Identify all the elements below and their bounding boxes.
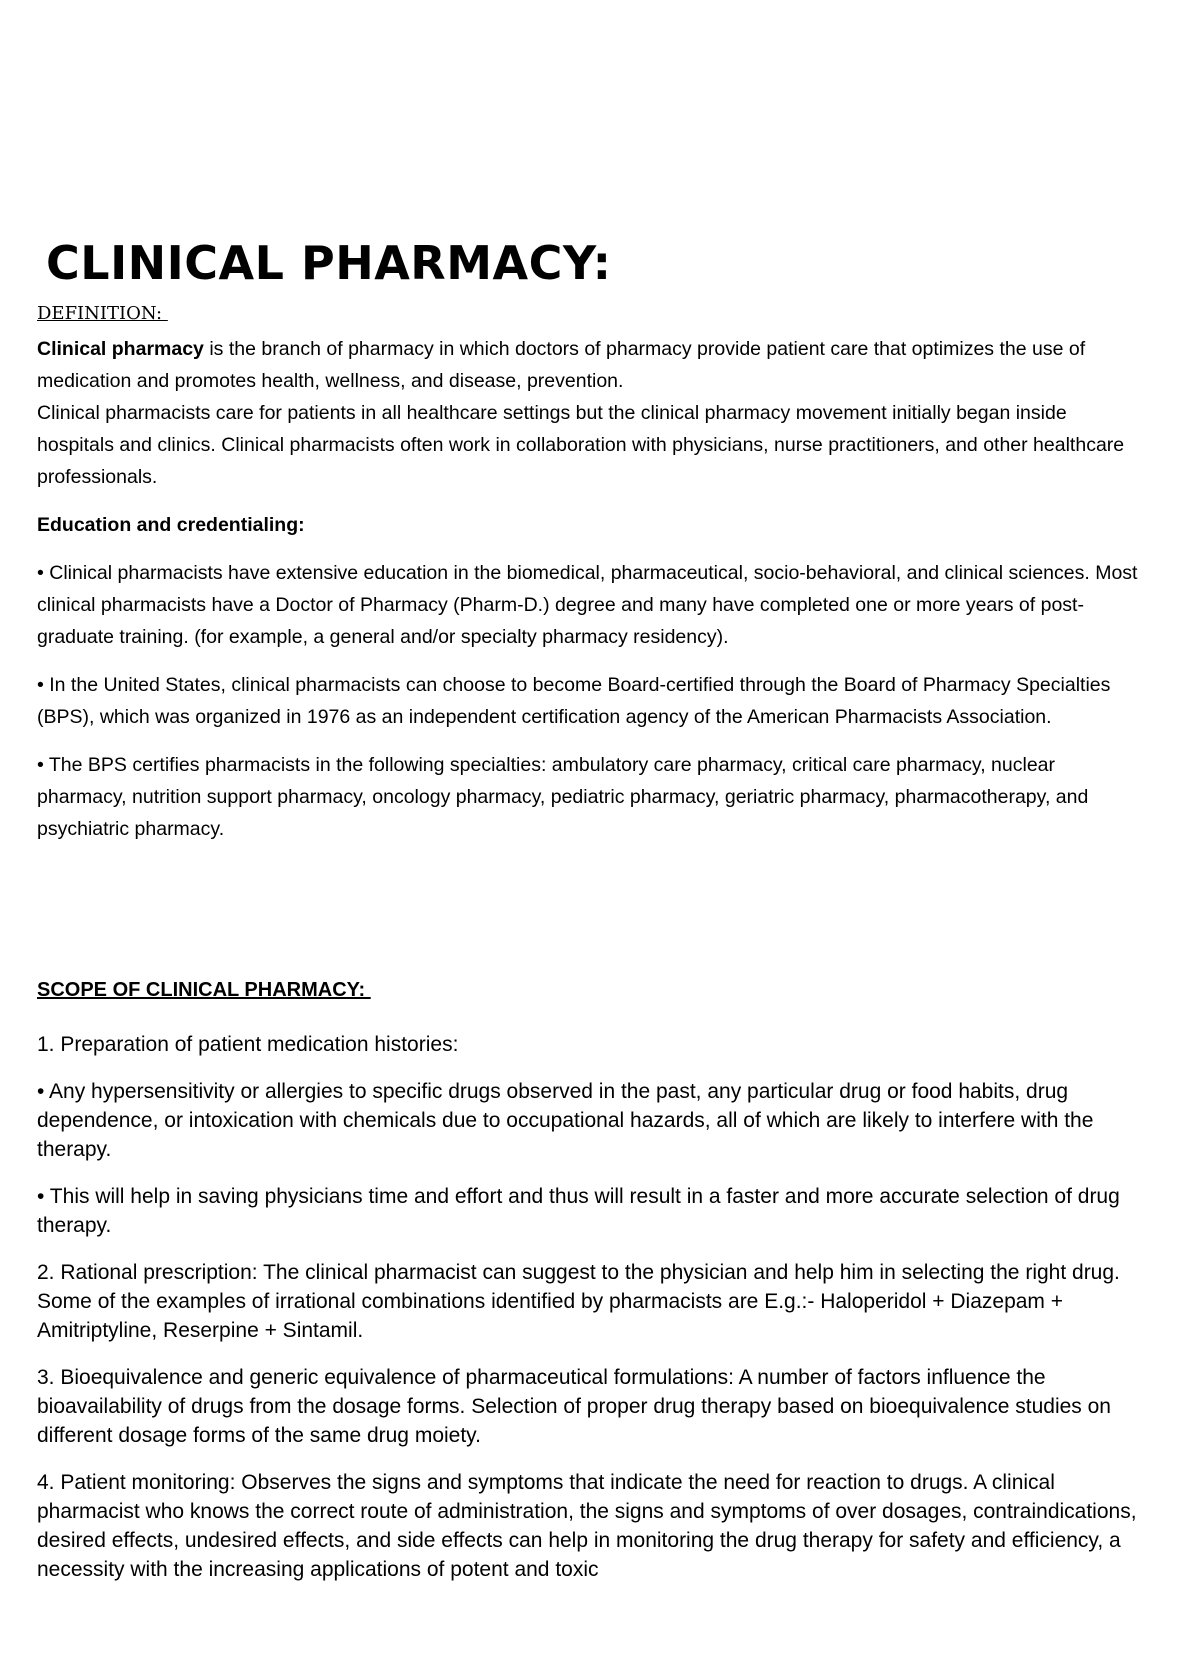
definition-term: Clinical pharmacy	[37, 338, 204, 360]
education-heading: Education and credentialing:	[37, 514, 305, 536]
settings-paragraph: Clinical pharmacists care for patients in all healthcare settings but the clinical pharmacy movement initially began inside hospitals and clinics. Clinical pharmacists often work in collaboration with physicians, nurse practitioners, and other healthcare professionals.	[37, 402, 1125, 488]
scope-item-4: 4. Patient monitoring: Observes the signs and symptoms that indicate the need for reaction to drugs. A clinical pharmacist who knows the correct route of administration, the signs and symptoms of over dosages, contraindications, desired effects, undesired effects, and side effects can help in monitoring the drug therapy for safety and efficiency, a necessity with the increasing applications of potent and toxic	[37, 1471, 1137, 1581]
definition-section	[37, 333, 1147, 861]
scope-bullet-2: • This will help in saving physicians time and effort and thus will result in a faster and more accurate selection of drug therapy.	[37, 1185, 1120, 1237]
education-bullet-1: • Clinical pharmacists have extensive education in the biomedical, pharmaceutical, socio-behavioral, and clinical sciences. Most clinical pharmacists have a Doctor of Pharmacy (Pharm-D.) degree and many have completed one or more years of post-graduate training. (for example, a general and/or specialty pharmacy residency).	[37, 562, 1138, 648]
scope-bullet-1: • Any hypersensitivity or allergies to specific drugs observed in the past, any particular drug or food habits, drug dependence, or intoxication with chemicals due to occupational hazards, all of which are likely to interfere with the therapy.	[37, 1080, 1094, 1161]
scope-heading: SCOPE OF CLINICAL PHARMACY:	[37, 979, 371, 1001]
scope-item-3: 3. Bioequivalence and generic equivalence of pharmaceutical formulations: A number of factors influence the bioavailability of drugs from the dosage forms. Selection of proper drug therapy based on bioequivalence studies on different dosage forms of the same drug moiety.	[37, 1366, 1111, 1447]
page-title: CLINICAL PHARMACY:	[46, 236, 612, 290]
definition-paragraph	[37, 333, 1147, 397]
definition-text: is the branch of pharmacy in which doctors of pharmacy provide patient care that optimizes the use of medication and promotes health, wellness, and disease, prevention.	[37, 338, 1086, 392]
scope-item-2: 2. Rational prescription: The clinical pharmacist can suggest to the physician and help him in selecting the right drug. Some of the examples of irrational combinations identified by pharmacists are E.g.:- Haloperidol + Diazepam + Amitriptyline, Reserpine + Sintamil.	[37, 1261, 1120, 1342]
education-bullet-2: • In the United States, clinical pharmacists can choose to become Board-certified through the Board of Pharmacy Specialties (BPS), which was organized in 1976 as an independent certification agency of the American Pharmacists Association.	[37, 674, 1111, 728]
definition-heading: DEFINITION:	[37, 303, 168, 324]
education-bullet-3: • The BPS certifies pharmacists in the following specialties: ambulatory care pharmacy, critical care pharmacy, nuclear pharmacy, nutrition support pharmacy, oncology pharmacy, pediatric pharmacy, geriatric pharmacy, pharmacotherapy, and psychiatric pharmacy.	[37, 754, 1089, 840]
scope-section	[37, 1030, 1152, 1602]
scope-item-1: 1. Preparation of patient medication histories:	[37, 1033, 459, 1056]
